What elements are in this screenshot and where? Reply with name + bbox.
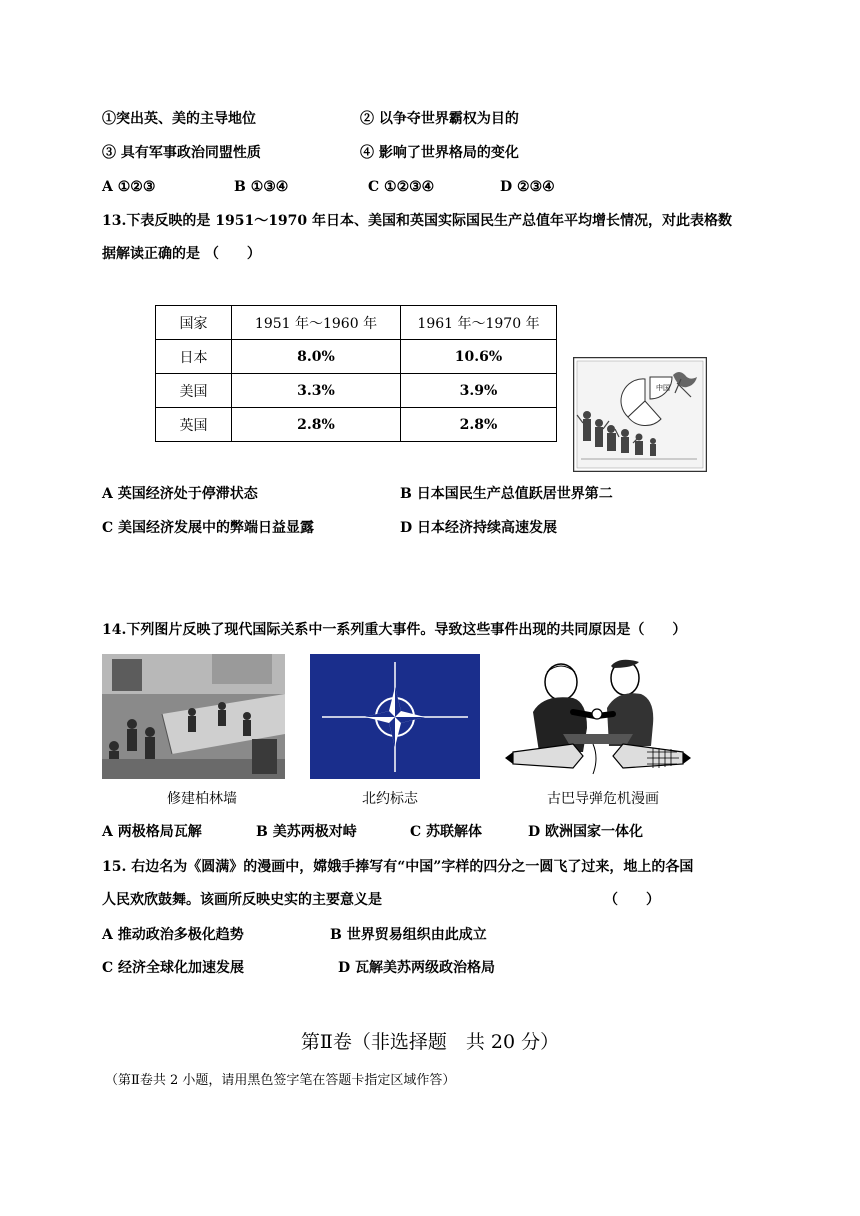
- q12-option-2: ② 以争夺世界霸权为目的: [360, 111, 519, 127]
- section-2-title: 第Ⅱ卷（非选择题 共 20 分）: [300, 1031, 560, 1053]
- q15-choice-d: D 瓦解美苏两级政治格局: [338, 960, 496, 976]
- q12-choice-d: D ②③④: [500, 179, 555, 195]
- q15-choice-b: B 世界贸易组织由此成立: [330, 927, 487, 943]
- q14-choice-c: C 苏联解体: [410, 824, 483, 840]
- q13-choice-a: A 英国经济处于停滞状态: [102, 486, 258, 502]
- table-row: [156, 374, 557, 408]
- section-2-note: （第Ⅱ卷共 2 小题，请用黑色签字笔在答题卡指定区域作答）: [105, 1073, 456, 1088]
- q15-stem-line2: 人民欢欣鼓舞。该画所反映史实的主要意义是: [102, 892, 382, 908]
- growth-table: [155, 305, 557, 442]
- q13-choice-b: B 日本国民生产总值跃居世界第二: [400, 486, 613, 502]
- q12-choice-b: B ①③④: [234, 179, 289, 195]
- q13-choice-d: D 日本经济持续高速发展: [400, 520, 558, 536]
- q13-stem-line1: 13.下表反映的是 1951～1970 年日本、美国和英国实际国民生产总值年平均增长情况，对此表格数: [102, 213, 733, 229]
- nato-caption: 北约标志: [362, 791, 418, 807]
- cuban-missile-cartoon-image: [503, 652, 693, 780]
- berlin-wall-caption: 修建柏林墙: [167, 791, 237, 807]
- table-cell-value: 2.8%: [401, 408, 557, 442]
- q14-choice-b: B 美苏两极对峙: [256, 824, 357, 840]
- q13-choice-c: C 美国经济发展中的弊端日益显露: [102, 520, 315, 536]
- q12-option-4: ④ 影响了世界格局的变化: [360, 145, 519, 161]
- q14-stem: 14.下列图片反映了现代国际关系中一系列重大事件。导致这些事件出现的共同原因是（ ）: [102, 622, 687, 638]
- table-row: [156, 408, 557, 442]
- cartoon-china-label: 中国: [656, 384, 670, 392]
- table-cell-country: 美国: [156, 374, 232, 408]
- q12-option-3: ③ 具有军事政治同盟性质: [102, 145, 261, 161]
- table-cell-country: 日本: [156, 340, 232, 374]
- q12-option-1: ①突出英、美的主导地位: [102, 111, 256, 127]
- berlin-wall-photo: [102, 654, 285, 779]
- yuanman-cartoon-image: [573, 357, 707, 472]
- q15-answer-paren: （ ）: [604, 892, 660, 908]
- table-row: [156, 340, 557, 374]
- table-cell-country: 英国: [156, 408, 232, 442]
- table-cell-value: 3.3%: [232, 374, 401, 408]
- table-cell-value: 10.6%: [401, 340, 557, 374]
- q14-choice-d: D 欧洲国家一体化: [528, 824, 644, 840]
- q15-choice-c: C 经济全球化加速发展: [102, 960, 245, 976]
- table-header-cell: 国家: [156, 306, 232, 340]
- q12-choice-c: C ①②③④: [368, 179, 435, 195]
- nato-flag-image: [310, 654, 480, 779]
- cuban-crisis-caption: 古巴导弹危机漫画: [547, 791, 659, 807]
- q12-choice-a: A ①②③: [102, 179, 156, 195]
- q13-stem-line2: 据解读正确的是 （ ）: [102, 246, 261, 262]
- table-cell-value: 2.8%: [232, 408, 401, 442]
- table-cell-value: 3.9%: [401, 374, 557, 408]
- q14-choice-a: A 两极格局瓦解: [102, 824, 202, 840]
- table-cell-value: 8.0%: [232, 340, 401, 374]
- table-header-row: [156, 306, 557, 340]
- table-header-cell: 1961 年～1970 年: [401, 306, 557, 340]
- q15-choice-a: A 推动政治多极化趋势: [102, 927, 244, 943]
- q15-stem-line1: 15. 右边名为《圆满》的漫画中，嫦娥手捧写有“中国”字样的四分之一圆飞了过来，地上的各国: [102, 859, 694, 875]
- table-header-cell: 1951 年～1960 年: [232, 306, 401, 340]
